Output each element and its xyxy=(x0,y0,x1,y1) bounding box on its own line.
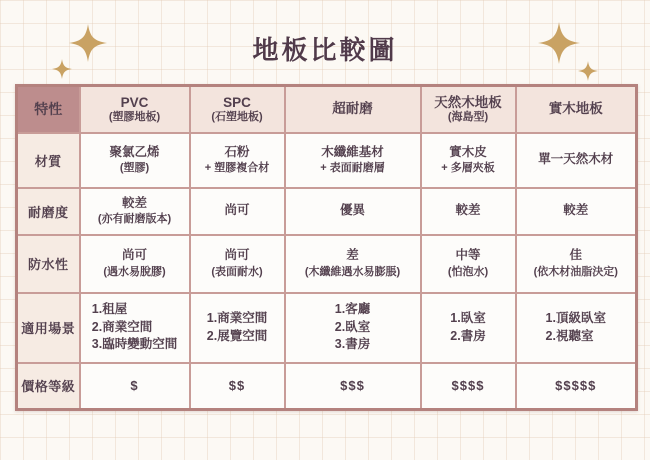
cell-line: (怕泡水) xyxy=(447,265,489,278)
row-label-cell: 材質 xyxy=(17,133,80,188)
column-subtitle: (海島型) xyxy=(447,111,489,124)
data-cell-1-4 xyxy=(516,188,637,235)
cell-line: 較差 xyxy=(121,195,147,210)
cell-line: $$ xyxy=(228,377,246,393)
data-cell-3-2 xyxy=(285,293,421,363)
cell-line: (遇水易脫膠) xyxy=(103,265,166,278)
cell-line: (表面耐水) xyxy=(211,265,263,278)
comparison-table-wrapper xyxy=(15,84,635,411)
cell-line: 中等 xyxy=(455,248,481,263)
cell-line: $$$ xyxy=(340,377,365,393)
data-cell-2-0 xyxy=(80,235,190,293)
cell-line: 3.臨時變動空間 xyxy=(91,337,178,352)
data-cell-3-4 xyxy=(516,293,637,363)
table-header-row xyxy=(17,86,637,133)
table-row-價格等級 xyxy=(17,363,637,410)
cell-line: 1.頂級臥室 xyxy=(545,311,606,325)
data-cell-0-3 xyxy=(421,133,516,188)
data-cell-0-1 xyxy=(190,133,285,188)
cell-line: 2.書房 xyxy=(450,328,486,343)
header-cell-2 xyxy=(285,86,421,133)
cell-line: (塑膠) xyxy=(119,162,150,175)
column-name: PVC xyxy=(120,94,149,110)
table-row-材質 xyxy=(17,133,637,188)
data-cell-2-3 xyxy=(421,235,516,293)
flooring-comparison-table xyxy=(15,84,638,411)
cell-line: 較差 xyxy=(563,203,589,218)
cell-line: 2.商業空間 xyxy=(91,319,153,334)
row-label-cell: 適用場景 xyxy=(17,293,80,363)
header-cell-1 xyxy=(190,86,285,133)
cell-line: + 塑膠複合材 xyxy=(204,162,270,175)
table-row-適用場景 xyxy=(17,293,637,363)
column-name: 超耐磨 xyxy=(332,101,373,117)
cell-line: 尚可 xyxy=(224,203,250,218)
data-cell-0-2 xyxy=(285,133,421,188)
cell-line: 2.展覽空間 xyxy=(206,328,268,343)
cell-line: 木纖維基材 xyxy=(321,144,384,159)
data-cell-2-2 xyxy=(285,235,421,293)
cell-line: $ xyxy=(130,377,139,393)
column-name: 實木地板 xyxy=(548,101,603,117)
cell-line: 實木皮 xyxy=(449,144,487,159)
cell-line: $$$$$ xyxy=(555,377,597,393)
data-cell-2-1 xyxy=(190,235,285,293)
cell-line: + 多層夾板 xyxy=(441,162,495,175)
data-cell-2-4 xyxy=(516,235,637,293)
cell-line: (依木材油脂決定) xyxy=(533,265,618,278)
header-feature-cell: 特性 xyxy=(17,86,80,133)
cell-line: 1.商業空間 xyxy=(206,311,268,325)
data-cell-1-2 xyxy=(285,188,421,235)
cell-line: 1.客廳 xyxy=(334,302,371,317)
data-cell-4-2 xyxy=(285,363,421,410)
cell-line: 優異 xyxy=(339,203,365,218)
cell-line: 石粉 xyxy=(224,144,250,159)
column-subtitle: (塑膠地板) xyxy=(108,111,161,124)
cell-line: 尚可 xyxy=(121,248,147,263)
data-cell-3-3 xyxy=(421,293,516,363)
data-cell-0-4 xyxy=(516,133,637,188)
cell-line: 佳 xyxy=(569,248,582,263)
cell-line: $$$$ xyxy=(451,377,485,393)
data-cell-1-1 xyxy=(190,188,285,235)
cell-line: 尚可 xyxy=(224,248,250,263)
cell-line: 聚氯乙烯 xyxy=(109,144,160,159)
cell-line: (亦有耐磨版本) xyxy=(97,213,172,226)
cell-line: 2.臥室 xyxy=(334,319,371,334)
data-cell-3-1 xyxy=(190,293,285,363)
cell-line: + 表面耐磨層 xyxy=(320,162,385,175)
header-cell-4 xyxy=(516,86,637,133)
header-cell-0 xyxy=(80,86,190,133)
data-cell-4-4 xyxy=(516,363,637,410)
data-cell-4-3 xyxy=(421,363,516,410)
cell-line: 1.臥室 xyxy=(450,311,486,325)
data-cell-4-1 xyxy=(190,363,285,410)
data-cell-3-0 xyxy=(80,293,190,363)
column-name: SPC xyxy=(223,94,251,110)
cell-line: 較差 xyxy=(455,203,481,218)
header-cell-3 xyxy=(421,86,516,133)
cell-line: 1.租屋 xyxy=(91,302,128,317)
cell-line: 差 xyxy=(346,248,359,263)
row-label-cell: 耐磨度 xyxy=(17,188,80,235)
page-title: 地板比較圖 xyxy=(252,35,398,65)
data-cell-1-0 xyxy=(80,188,190,235)
cell-line: 3.書房 xyxy=(334,337,371,352)
data-cell-0-0 xyxy=(80,133,190,188)
cell-line: 單一天然木材 xyxy=(538,152,614,167)
column-name: 天然木地板 xyxy=(434,94,502,110)
cell-line: (木纖維遇水易膨脹) xyxy=(304,265,401,278)
table-row-耐磨度 xyxy=(17,188,637,235)
row-label-cell: 價格等級 xyxy=(17,363,80,410)
cell-line: 2.視聽室 xyxy=(545,328,594,343)
table-row-防水性 xyxy=(17,235,637,293)
row-label-cell: 防水性 xyxy=(17,235,80,293)
column-subtitle: (石塑地板) xyxy=(211,111,263,124)
data-cell-4-0 xyxy=(80,363,190,410)
data-cell-1-3 xyxy=(421,188,516,235)
